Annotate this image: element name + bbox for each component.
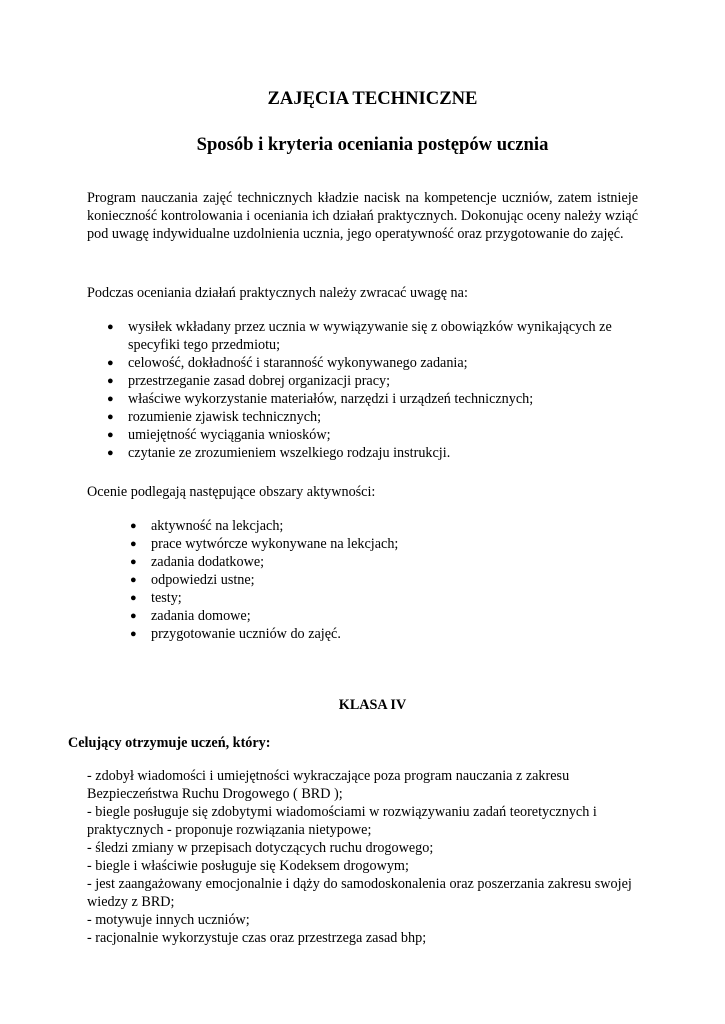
document-subtitle: Sposób i kryteria oceniania postępów ucznia xyxy=(196,134,549,155)
list-item: ● aktywność na lekcjach; xyxy=(130,518,284,534)
bullet-icon: ● xyxy=(130,520,137,532)
document-title: ZAJĘCIA TECHNICZNE xyxy=(267,88,478,109)
bullet-icon: ● xyxy=(107,393,114,405)
bullet-icon: ● xyxy=(107,447,114,459)
areas-lead: Ocenie podlegają następujące obszary aktywności: xyxy=(87,484,376,500)
list-item: ● rozumienie zjawisk technicznych; xyxy=(107,409,322,425)
practical-list xyxy=(107,318,640,462)
list-item: ● prace wytwórcze wykonywane na lekcjach; xyxy=(130,536,399,552)
grade-heading: Celujący otrzymuje uczeń, który: xyxy=(68,735,271,751)
bullet-icon: ● xyxy=(130,556,137,568)
criteria-item: - biegle i właściwie posługuje się Kodeksem drogowym; xyxy=(87,858,409,874)
bullet-icon: ● xyxy=(130,592,137,604)
bullet-icon: ● xyxy=(130,610,137,622)
list-item: ● celowość, dokładność i staranność wykonywanego zadania; xyxy=(107,355,468,371)
bullet-icon: ● xyxy=(130,628,137,640)
list-item: ● testy; xyxy=(130,590,182,606)
list-item: ● umiejętność wyciągania wniosków; xyxy=(107,427,331,443)
criteria-item: - motywuje innych uczniów; xyxy=(87,912,250,928)
grade-criteria-list xyxy=(87,767,632,947)
list-item: ● przestrzeganie zasad dobrej organizacji pracy; xyxy=(107,373,391,389)
intro-paragraph: Program nauczania zajęć technicznych kładzie nacisk na kompetencje uczniów, zatem istnieje konieczność kontrolowania i oceniania ich działań praktycznych. Dokonując oceny należy wziąć pod uwagę indywidualne uzdolnienia ucznia, jego operatywność oraz przygotowanie do zajęć. xyxy=(87,190,638,242)
practical-lead: Podczas oceniania działań praktycznych należy zwracać uwagę na: xyxy=(87,285,468,301)
list-item: ● zadania dodatkowe; xyxy=(130,554,265,570)
list-item: ● odpowiedzi ustne; xyxy=(130,572,255,588)
bullet-icon: ● xyxy=(107,321,114,333)
criteria-item: - biegle posługuje się zdobytymi wiadomościami w rozwiązywaniu zadań teoretycznych i praktycznych - proponuje rozwiązania nietypowe; xyxy=(87,804,597,838)
bullet-icon: ● xyxy=(107,375,114,387)
bullet-icon: ● xyxy=(130,574,137,586)
list-item: ● wysiłek wkładany przez ucznia w wywiązywanie się z obowiązków wynikających ze specyfiki tego przedmiotu; xyxy=(107,319,612,353)
criteria-item: - zdobył wiadomości i umiejętności wykraczające poza program nauczania z zakresu Bezpieczeństwa Ruchu Drogowego ( BRD ); xyxy=(87,768,570,802)
criteria-item: - śledzi zmiany w przepisach dotyczących ruchu drogowego; xyxy=(87,840,434,856)
areas-list xyxy=(130,517,631,643)
criteria-item: - jest zaangażowany emocjonalnie i dąży do samodoskonalenia oraz poszerzania zakresu swojej wiedzy z BRD; xyxy=(87,876,632,910)
criteria-item: - racjonalnie wykorzystuje czas oraz przestrzega zasad bhp; xyxy=(87,930,427,946)
class-section-title: KLASA IV xyxy=(338,697,407,713)
bullet-icon: ● xyxy=(130,538,137,550)
list-item: ● zadania domowe; xyxy=(130,608,251,624)
list-item: ● właściwe wykorzystanie materiałów, narzędzi i urządzeń technicznych; xyxy=(107,391,534,407)
list-item: ● przygotowanie uczniów do zajęć. xyxy=(130,626,341,642)
bullet-icon: ● xyxy=(107,357,114,369)
bullet-icon: ● xyxy=(107,429,114,441)
list-item: ● czytanie ze zrozumieniem wszelkiego rodzaju instrukcji. xyxy=(107,445,451,461)
bullet-icon: ● xyxy=(107,411,114,423)
